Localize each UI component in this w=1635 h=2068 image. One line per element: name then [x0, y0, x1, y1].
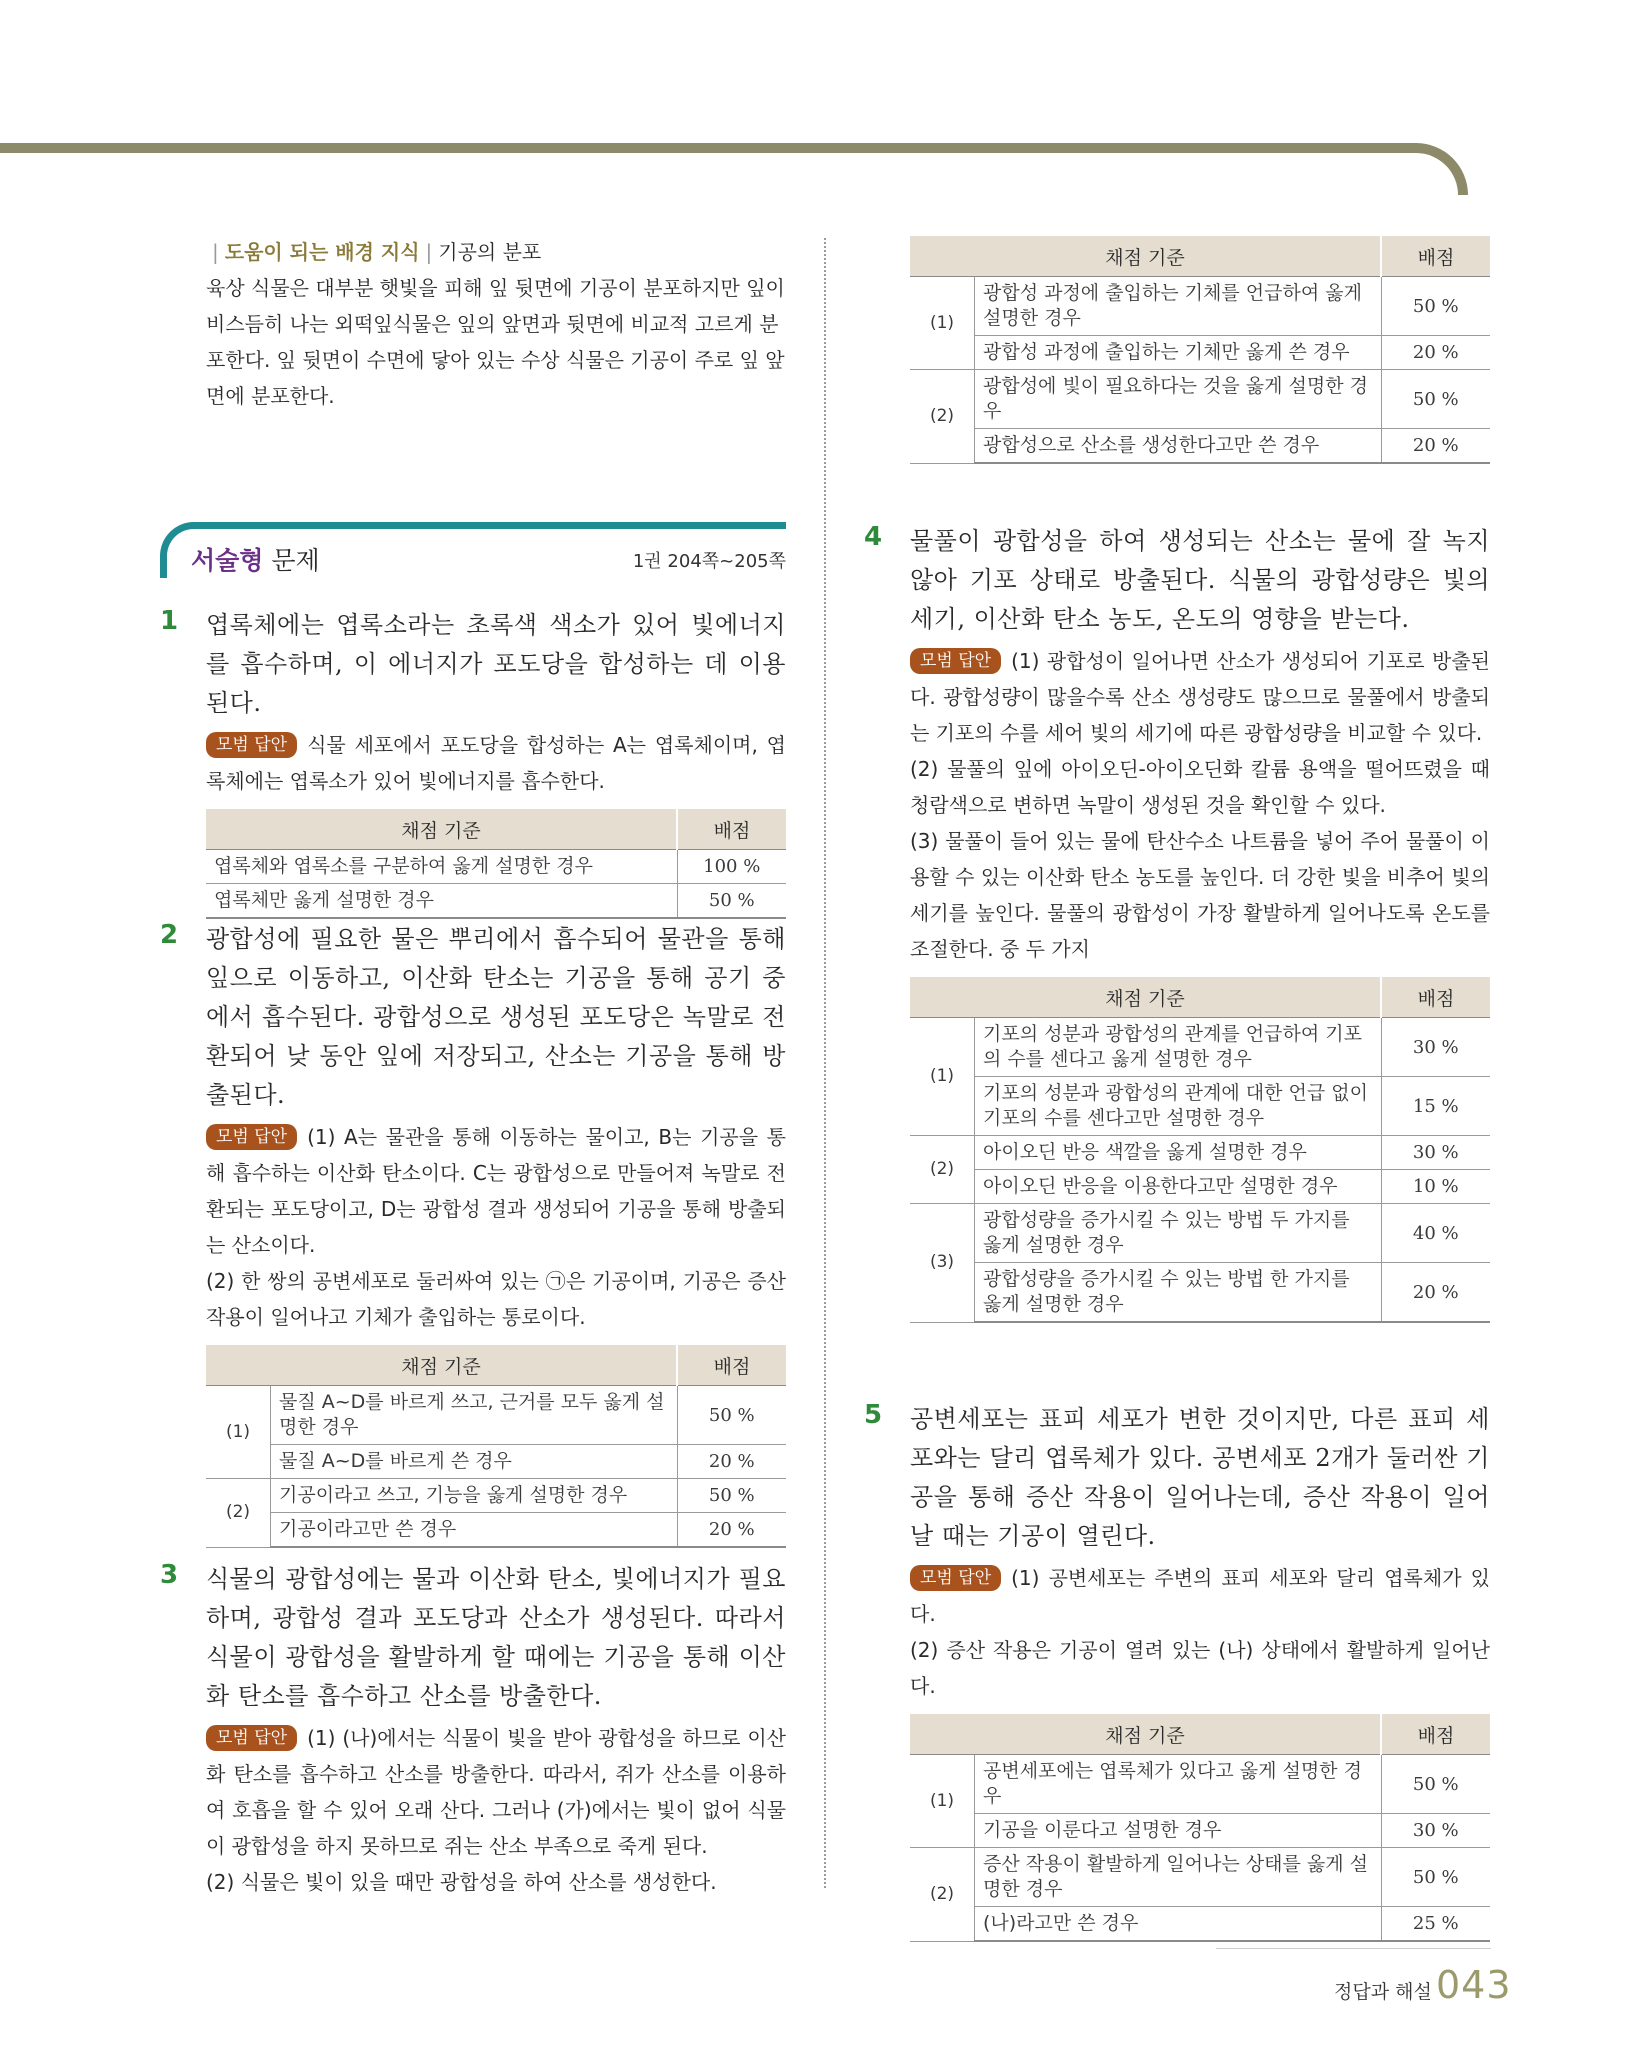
- scoring-table: [206, 809, 786, 919]
- question-number: 1: [160, 606, 179, 636]
- question-text: 식물의 광합성에는 물과 이산화 탄소, 빛에너지가 필요하며, 광합성 결과 포도당과 산소가 생성된다. 따라서 식물이 광합성을 활발하게 할 때에는 기공을 통해 이산화 탄소를 흡수하고 산소를 방출한다.: [206, 1565, 786, 1710]
- criteria-header: 채점 기준: [910, 236, 1381, 277]
- table-row: (2) 증산 작용이 활발하게 일어나는 상태를 옳게 설명한 경우 50 %: [910, 1848, 1490, 1907]
- question-text: 물풀이 광합성을 하여 생성되는 산소는 물에 잘 녹지 않아 기포 상태로 방출된다. 식물의 광합성량은 빛의 세기, 이산화 탄소 농도, 온도의 영향을 받는다.: [910, 527, 1490, 633]
- scoring-table: [910, 236, 1490, 464]
- background-label: 도움이 되는 배경 지식: [224, 240, 420, 264]
- table-row: (1) 공변세포에는 엽록체가 있다고 옳게 설명한 경우 50 %: [910, 1755, 1490, 1814]
- section-header: [160, 522, 786, 578]
- question-1: [160, 606, 786, 919]
- question-text: 공변세포는 표피 세포가 변한 것이지만, 다른 표피 세포와는 달리 엽록체가 있다. 공변세포 2개가 둘러싼 기공을 통해 증산 작용이 일어나는데, 증산 작용이 일어날 때는 기공이 열린다.: [910, 1405, 1490, 1550]
- model-answer: 모범 답안 (1) 광합성이 일어나면 산소가 생성되어 기포로 방출된다. 광합성량이 많을수록 산소 생성량도 많으므로 물풀에서 방출되는 기포의 수를 세어 빛의 세기에 따른 광합성량을 비교할 수 있다. (2) 물풀의 잎에 아이오딘-아이오딘화 칼륨 용액을 떨어뜨렸을 때 청람색으로 변하면 녹말이 생성된 것을 확인할 수 있다. (3) 물풀이 들어 있는 물에 탄산수소 나트륨을 넣어 주어 물풀이 이용할 수 있는 이산화 탄소 농도를 높인다. 더 강한 빛을 비추어 빛의 세기를 높인다. 물풀의 광합성이 가장 활발하게 일어나도록 온도를 조절한다. 중 두 가지: [910, 649, 1490, 961]
- column-divider: [824, 238, 826, 1888]
- question-text: 광합성에 필요한 물은 뿌리에서 흡수되어 물관을 통해 잎으로 이동하고, 이산화 탄소는 기공을 통해 공기 중에서 흡수된다. 광합성으로 생성된 포도당은 녹말로 전환되어 낮 동안 잎에 저장되고, 산소는 기공을 통해 방출된다.: [206, 925, 786, 1109]
- scoring-table: [206, 1345, 786, 1548]
- section-title: 서술형 문제: [191, 546, 320, 575]
- points-header: 배점: [1381, 977, 1490, 1018]
- points-header: 배점: [1381, 236, 1490, 277]
- table-row: (1) 물질 A~D를 바르게 쓰고, 근거를 모두 옳게 설명한 경우 50 %: [206, 1386, 786, 1445]
- model-answer: 모범 답안 (1) 공변세포는 주변의 표피 세포와 달리 엽록체가 있다. (2) 증산 작용은 기공이 열려 있는 (나) 상태에서 활발하게 일어난다.: [910, 1566, 1490, 1698]
- table-row: 기공이라고만 쓴 경우 20 %: [206, 1513, 786, 1548]
- footer-label: 정답과 해설: [1334, 1981, 1432, 2003]
- background-knowledge: [206, 234, 786, 414]
- model-answer-badge: 모범 답안: [910, 648, 1001, 674]
- points-header: 배점: [677, 809, 786, 850]
- model-answer-badge: 모범 답안: [206, 1124, 297, 1150]
- scoring-table: [910, 1714, 1490, 1942]
- table-row: (2) 광합성에 빛이 필요하다는 것을 옳게 설명한 경우 50 %: [910, 370, 1490, 429]
- table-row: (2) 기공이라고 쓰고, 기능을 옳게 설명한 경우 50 %: [206, 1479, 786, 1513]
- table-row: 기공을 이룬다고 설명한 경우 30 %: [910, 1814, 1490, 1848]
- table-row: 엽록체와 엽록소를 구분하여 옳게 설명한 경우 100 %: [206, 850, 786, 884]
- criteria-header: 채점 기준: [910, 1714, 1381, 1755]
- table-row: (나)라고만 쓴 경우 25 %: [910, 1907, 1490, 1942]
- background-heading: | 도움이 되는 배경 지식 | 기공의 분포: [212, 240, 542, 264]
- table-row: 광합성으로 산소를 생성한다고만 쓴 경우 20 %: [910, 429, 1490, 464]
- model-answer: 모범 답안 (1) (나)에서는 식물이 빛을 받아 광합성을 하므로 이산화 탄소를 흡수하고 산소를 방출한다. 따라서, 쥐가 산소를 이용하여 호흡을 할 수 있어 오래 산다. 그러나 (가)에서는 빛이 없어 식물이 광합성을 하지 못하므로 쥐는 산소 부족으로 죽게 된다. (2) 식물은 빛이 있을 때만 광합성을 하여 산소를 생성한다.: [206, 1726, 786, 1894]
- table-row: 엽록체만 옳게 설명한 경우 50 %: [206, 884, 786, 919]
- table-row: (1) 광합성 과정에 출입하는 기체를 언급하여 옳게 설명한 경우 50 %: [910, 277, 1490, 336]
- question-number: 5: [864, 1400, 883, 1430]
- question-4: [864, 522, 1490, 1323]
- question-number: 4: [864, 522, 883, 552]
- header-rule: [0, 143, 1468, 195]
- question-2: [160, 920, 786, 1548]
- page-footer: [1216, 1948, 1512, 2007]
- criteria-header: 채점 기준: [206, 1345, 677, 1386]
- table-row: (1) 기포의 성분과 광합성의 관계를 언급하여 기포의 수를 센다고 옳게 설명한 경우 30 %: [910, 1018, 1490, 1077]
- table-row: (3) 광합성량을 증가시킬 수 있는 방법 두 가지를 옳게 설명한 경우 40 %: [910, 1204, 1490, 1263]
- model-answer-badge: 모범 답안: [910, 1565, 1001, 1591]
- model-answer-badge: 모범 답안: [206, 1725, 297, 1751]
- model-answer-badge: 모범 답안: [206, 732, 297, 758]
- table-row: 물질 A~D를 바르게 쓴 경우 20 %: [206, 1445, 786, 1479]
- question-3: [160, 1560, 786, 1900]
- criteria-header: 채점 기준: [910, 977, 1381, 1018]
- table-row: 아이오딘 반응을 이용한다고만 설명한 경우 10 %: [910, 1170, 1490, 1204]
- background-topic: 기공의 분포: [438, 240, 542, 264]
- question-3-scoring: [910, 236, 1490, 464]
- background-text: 육상 식물은 대부분 햇빛을 피해 잎 뒷면에 기공이 분포하지만 잎이 비스듬히 나는 외떡잎식물은 잎의 앞면과 뒷면에 비교적 고르게 분포한다. 잎 뒷면이 수면에 닿아 있는 수상 식물은 기공이 주로 잎 앞면에 분포한다.: [206, 276, 785, 408]
- question-text: 엽록체에는 엽록소라는 초록색 색소가 있어 빛에너지를 흡수하며, 이 에너지가 포도당을 합성하는 데 이용된다.: [206, 611, 786, 717]
- points-header: 배점: [677, 1345, 786, 1386]
- criteria-header: 채점 기준: [206, 809, 677, 850]
- page-number: 043: [1436, 1963, 1512, 2007]
- scoring-table: [910, 977, 1490, 1323]
- section-page-ref: 1권 204쪽~205쪽: [632, 551, 786, 572]
- model-answer: 모범 답안 식물 세포에서 포도당을 합성하는 A는 엽록체이며, 엽록체에는 엽록소가 있어 빛에너지를 흡수한다.: [206, 733, 786, 793]
- table-row: (2) 아이오딘 반응 색깔을 옳게 설명한 경우 30 %: [910, 1136, 1490, 1170]
- table-row: 광합성량을 증가시킬 수 있는 방법 한 가지를 옳게 설명한 경우 20 %: [910, 1263, 1490, 1323]
- points-header: 배점: [1381, 1714, 1490, 1755]
- model-answer: 모범 답안 (1) A는 물관을 통해 이동하는 물이고, B는 기공을 통해 흡수하는 이산화 탄소이다. C는 광합성으로 만들어져 녹말로 전환되는 포도당이고, D는 광합성 결과 생성되어 기공을 통해 방출되는 산소이다. (2) 한 쌍의 공변세포로 둘러싸여 있는 ㉠은 기공이며, 기공은 증산 작용이 일어나고 기체가 출입하는 통로이다.: [206, 1125, 786, 1329]
- question-number: 2: [160, 920, 179, 950]
- question-5: [864, 1400, 1490, 1942]
- table-row: 광합성 과정에 출입하는 기체만 옳게 쓴 경우 20 %: [910, 336, 1490, 370]
- question-number: 3: [160, 1560, 179, 1590]
- table-row: 기포의 성분과 광합성의 관계에 대한 언급 없이 기포의 수를 센다고만 설명한 경우 15 %: [910, 1077, 1490, 1136]
